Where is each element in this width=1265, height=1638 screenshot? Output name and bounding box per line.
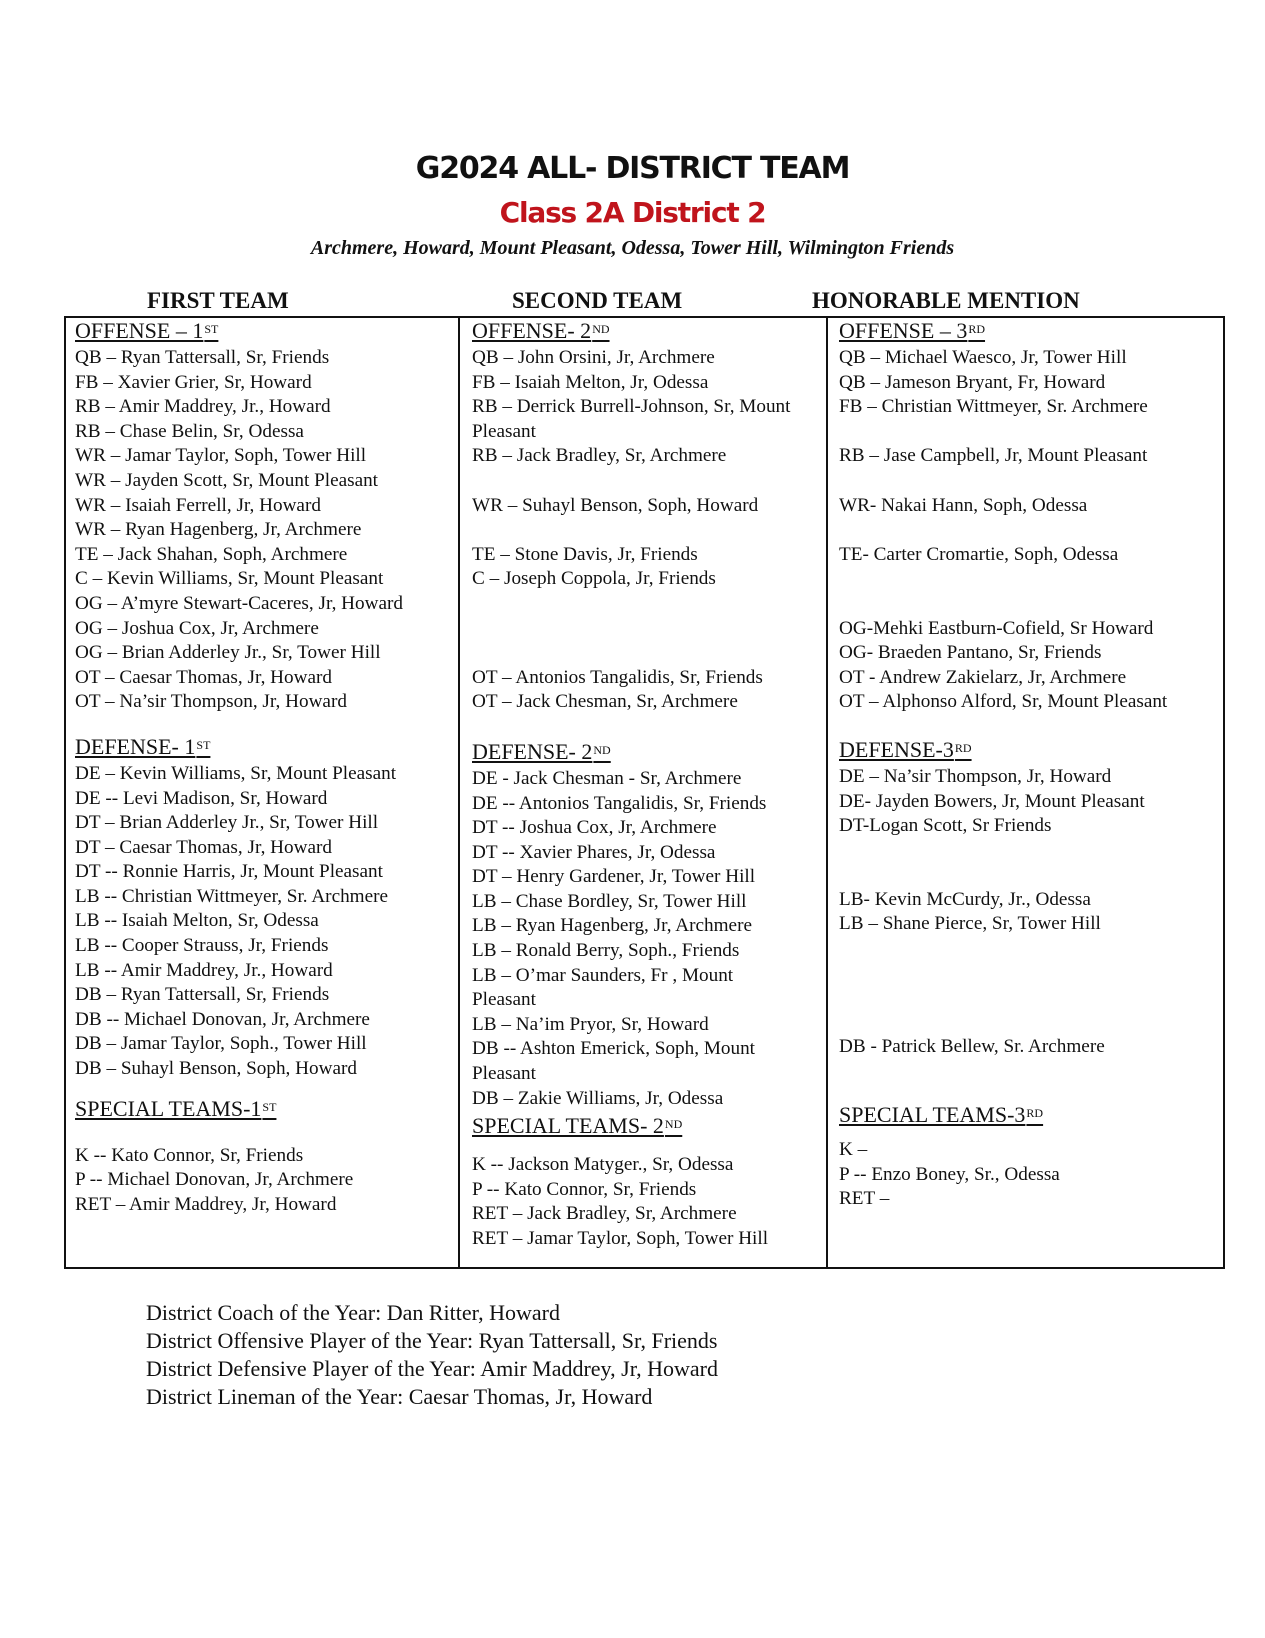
district-awards [146,1299,718,1411]
list-item: TE- Carter Cromartie, Soph, Odessa [839,543,1119,565]
spacer [839,567,1219,592]
second-team-column [472,316,822,1252]
list-item: WR – Ryan Hagenberg, Jr, Archmere [75,519,362,541]
honorable-mention-column [839,316,1219,1212]
list-item: LB – Ronald Berry, Soph., Friends [472,940,740,962]
second-special-list [472,1153,822,1251]
list-item: OT – Jack Chesman, Sr, Archmere [472,691,738,713]
list-item: LB – Ryan Hagenberg, Jr, Archmere [472,915,752,937]
list-item: LB -- Christian Wittmeyer, Sr. Archmere [75,885,389,907]
list-item: DB – Suhayl Benson, Soph, Howard [75,1058,357,1080]
hm-special-heading: SPECIAL TEAMS-3RD [839,1102,1044,1128]
page-subtitle: Class 2A District 2 [499,196,766,229]
list-item: RB – Chase Belin, Sr, Odessa [75,420,304,442]
spacer [839,1011,1219,1036]
list-item: RB – Jack Bradley, Sr, Archmere [472,445,727,467]
list-item: RET – Jamar Taylor, Soph, Tower Hill [472,1228,769,1249]
list-item: District Lineman of the Year: Caesar Thomas, Jr, Howard [146,1384,653,1409]
spacer [839,420,1219,445]
list-item: LB – Na’im Pryor, Sr, Howard [472,1013,709,1035]
list-item: DB -- Michael Donovan, Jr, Archmere [75,1008,370,1030]
list-item: DT -- Joshua Cox, Jr, Archmere [472,817,717,839]
spacer [472,469,822,494]
spacer [472,641,822,666]
list-item: RB – Jase Campbell, Jr, Mount Pleasant [839,445,1148,467]
list-item: RB – Amir Maddrey, Jr., Howard [75,396,331,418]
list-item: LB – O’mar Saunders, Fr , Mount [472,964,734,986]
second-team-heading: SECOND TEAM [512,288,683,313]
first-defense-list [75,762,455,1082]
list-item: District Coach of the Year: Dan Ritter, Howard [146,1300,560,1325]
list-item: DT – Henry Gardener, Jr, Tower Hill [472,866,756,888]
list-item: DE – Kevin Williams, Sr, Mount Pleasant [75,762,397,784]
spacer [472,518,822,543]
list-item: District Defensive Player of the Year: Amir Maddrey, Jr, Howard [146,1356,718,1381]
list-item: QB – Michael Waesco, Jr, Tower Hill [839,347,1127,368]
list-item: OT – Antonios Tangalidis, Sr, Friends [472,666,763,688]
list-item: RB – Derrick Burrell-Johnson, Sr, Mount [472,396,791,418]
list-item: P -- Enzo Boney, Sr., Odessa [839,1163,1060,1185]
spacer [839,469,1219,494]
list-item: WR – Jamar Taylor, Soph, Tower Hill [75,445,367,467]
spacer [472,617,822,642]
list-item: LB -- Cooper Strauss, Jr, Friends [75,935,329,957]
list-item: LB -- Isaiah Melton, Sr, Odessa [75,910,319,932]
list-item: DE -- Levi Madison, Sr, Howard [75,787,328,809]
list-item: DT -- Ronnie Harris, Jr, Mount Pleasant [75,861,383,883]
schools-line: Archmere, Howard, Mount Pleasant, Odessa, Tower Hill, Wilmington Friends [310,237,955,259]
list-item: DT -- Xavier Phares, Jr, Odessa [472,841,716,863]
list-item: QB – Ryan Tattersall, Sr, Friends [75,347,330,368]
hm-offense-heading: OFFENSE – 3RD [839,318,986,343]
spacer [839,986,1219,1011]
list-item: District Offensive Player of the Year: Ryan Tattersall, Sr, Friends [146,1328,718,1353]
list-item: OG- Braeden Pantano, Sr, Friends [839,642,1102,664]
list-item: FB – Christian Wittmeyer, Sr. Archmere [839,396,1148,418]
list-item: P -- Kato Connor, Sr, Friends [472,1178,697,1200]
list-item: OG – Joshua Cox, Jr, Archmere [75,617,319,639]
spacer [839,839,1219,864]
list-item: DB -- Ashton Emerick, Soph, Mount [472,1038,756,1060]
list-item: RET – Jack Bradley, Sr, Archmere [472,1203,737,1225]
first-offense-list [75,346,455,715]
second-special-heading: SPECIAL TEAMS- 2ND [472,1113,683,1139]
spacer [839,937,1219,962]
list-item: P -- Michael Donovan, Jr, Archmere [75,1169,354,1191]
first-special-list [75,1144,455,1218]
list-item: K -- Jackson Matyger., Sr, Odessa [472,1154,734,1176]
list-item: C – Kevin Williams, Sr, Mount Pleasant [75,568,384,590]
list-item: TE – Jack Shahan, Soph, Archmere [75,543,348,565]
list-item: Pleasant [472,989,536,1011]
list-item: DE – Na’sir Thompson, Jr, Howard [839,765,1112,787]
page-title: G2024 ALL- DISTRICT TEAM [415,151,850,186]
list-item: TE – Stone Davis, Jr, Friends [472,543,698,565]
list-item: OG – A’myre Stewart-Caceres, Jr, Howard [75,592,403,614]
list-item: DB – Jamar Taylor, Soph., Tower Hill [75,1033,367,1055]
list-item: OT – Na’sir Thompson, Jr, Howard [75,691,347,713]
list-item: WR – Isaiah Ferrell, Jr, Howard [75,494,321,516]
list-item: FB – Xavier Grier, Sr, Howard [75,371,312,393]
list-item: LB – Chase Bordley, Sr, Tower Hill [472,890,747,912]
list-item: WR – Suhayl Benson, Soph, Howard [472,494,759,516]
second-defense-heading: DEFENSE- 2ND [472,738,611,764]
hm-special-list [839,1138,1219,1212]
list-item: QB – Jameson Bryant, Fr, Howard [839,371,1106,393]
column-divider [826,316,828,1269]
list-item: OG – Brian Adderley Jr., Sr, Tower Hill [75,642,381,664]
spacer [839,518,1219,543]
list-item: DB – Ryan Tattersall, Sr, Friends [75,984,330,1006]
list-item: K -- Kato Connor, Sr, Friends [75,1144,304,1166]
first-defense-heading: DEFENSE- 1ST [75,733,211,759]
second-offense-list [472,346,822,715]
list-item: RET – [839,1188,890,1210]
first-offense-heading: OFFENSE – 1ST [75,318,219,343]
hm-offense-list [839,346,1219,715]
list-item: LB -- Amir Maddrey, Jr., Howard [75,959,333,981]
spacer [472,592,822,617]
list-item: LB – Shane Pierce, Sr, Tower Hill [839,913,1101,935]
list-item: DT – Brian Adderley Jr., Sr, Tower Hill [75,812,379,834]
hm-defense-list [839,765,1219,1060]
second-offense-heading: OFFENSE- 2ND [472,318,610,343]
list-item: OT - Andrew Zakielarz, Jr, Archmere [839,666,1127,688]
column-divider [458,316,460,1269]
list-item: DT-Logan Scott, Sr Friends [839,815,1052,837]
spacer [839,962,1219,987]
list-item: Pleasant [472,420,536,442]
list-item: DB - Patrick Bellew, Sr. Archmere [839,1036,1105,1058]
list-item: C – Joseph Coppola, Jr, Friends [472,568,716,590]
list-item: DE- Jayden Bowers, Jr, Mount Pleasant [839,790,1145,812]
list-item: K – [839,1139,868,1161]
list-item: Pleasant [472,1063,536,1085]
list-item: LB- Kevin McCurdy, Jr., Odessa [839,888,1091,910]
list-item: DE - Jack Chesman - Sr, Archmere [472,767,742,789]
list-item: DB – Zakie Williams, Jr, Odessa [472,1087,724,1109]
hm-defense-heading: DEFENSE-3RD [839,736,972,762]
list-item: OT – Caesar Thomas, Jr, Howard [75,666,332,688]
list-item: WR- Nakai Hann, Soph, Odessa [839,494,1088,516]
list-item: DE -- Antonios Tangalidis, Sr, Friends [472,792,767,814]
second-defense-list [472,767,822,1111]
list-item: QB – John Orsini, Jr, Archmere [472,347,715,368]
honorable-mention-heading: HONORABLE MENTION [812,288,1080,313]
list-item: WR – Jayden Scott, Sr, Mount Pleasant [75,469,379,491]
list-item: FB – Isaiah Melton, Jr, Odessa [472,371,709,393]
first-team-heading: FIRST TEAM [147,288,289,313]
list-item: DT – Caesar Thomas, Jr, Howard [75,836,332,858]
first-special-heading: SPECIAL TEAMS-1ST [75,1095,277,1121]
spacer [839,863,1219,888]
list-item: OG-Mehki Eastburn-Cofield, Sr Howard [839,617,1154,639]
list-item: RET – Amir Maddrey, Jr, Howard [75,1193,337,1215]
spacer [839,592,1219,617]
list-item: OT – Alphonso Alford, Sr, Mount Pleasant [839,691,1168,713]
first-team-column [75,316,455,1217]
